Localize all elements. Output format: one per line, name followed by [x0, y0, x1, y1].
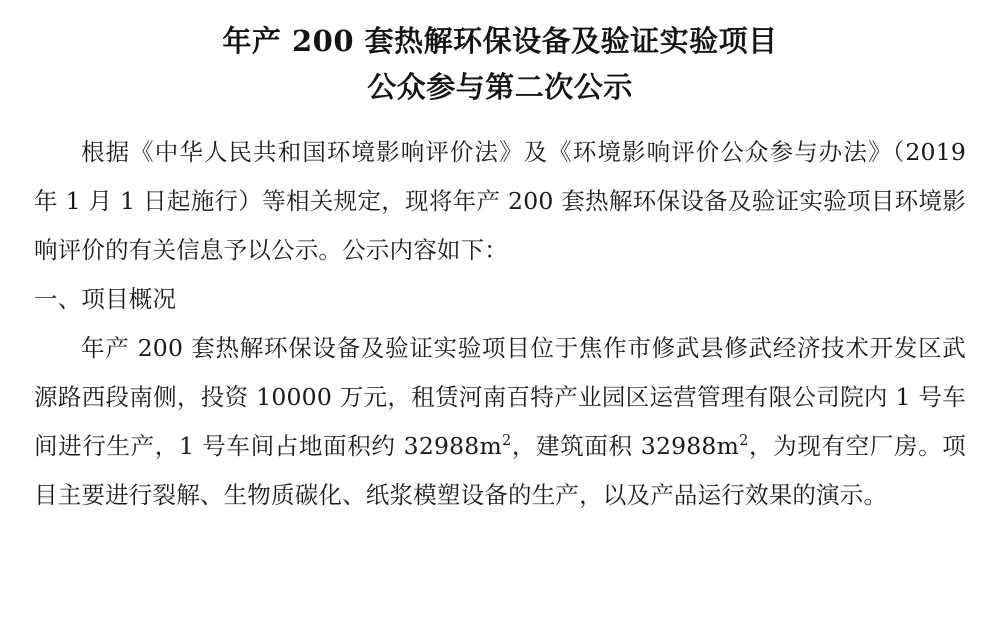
area-superscript-2: 2 [739, 432, 749, 450]
intro-paragraph: 根据《中华人民共和国环境影响评价法》及《环境影响评价公众参与办法》（2019 年 1 月 1 日起施行）等相关规定，现将年产 200 套热解环保设备及验证实验项目环境影响评价的有关信息予以公示。公示内容如下： [34, 138, 966, 264]
section-heading-project-overview: 一、项目概况 [34, 285, 177, 313]
title-line-2: 公众参与第二次公示 [367, 70, 633, 104]
title-line-1: 年产 200 套热解环保设备及验证实验项目 [222, 24, 778, 58]
project-overview-paragraph [34, 324, 966, 520]
document-title [34, 18, 966, 110]
area-superscript-1: 2 [501, 432, 512, 450]
overview-text-part-3: ，为现有空厂房。项目主要进行裂解、生物质碳化、纸浆模塑设备的生产，以及产品运行效果的演示。 [34, 432, 966, 509]
overview-text-part-1: 年产 200 套热解环保设备及验证实验项目位于焦作市修武县修武经济技术开发区武源路西段南侧，投资 10000 万元，租赁河南百特产业园区运营管理有限公司院内 1 号车间进行生产，1 号车间占地面积约 32988m [34, 334, 966, 460]
overview-text-part-2: ，建筑面积 32988m [511, 432, 740, 460]
